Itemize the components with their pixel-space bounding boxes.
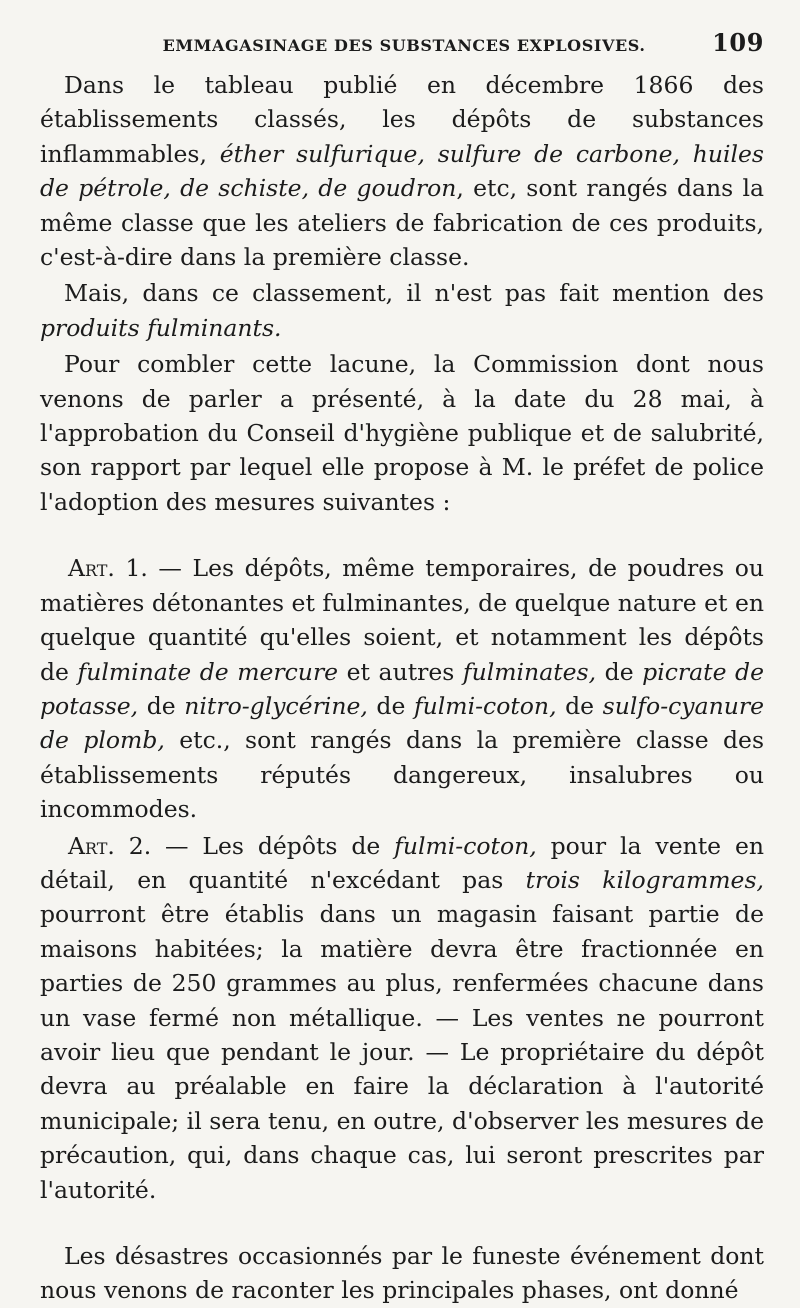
article-2-text-e: pourront être établis dans un magasin faisant partie de maisons habitées; la matière devra être fractionnée en parties de 250 grammes au plus, renfermées chacune dans un vase fermé non métallique. — Les ventes ne pourront avoir lieu que pendant le jour. — Le propriétaire du dépôt devra au préalable en faire la déclaration à l'autorité municipale; il sera tenu, en outre, d'observer les mesures de précaution, qui, dans chaque cas, lui seront prescrites par l'autorité. [40,900,764,1204]
running-head-title: EMMAGASINAGE DES SUBSTANCES EXPLOSIVES. [162,36,646,55]
paragraph-1 [40,68,764,274]
article-2 [40,829,764,1207]
article-1-text-c: et autres [338,657,463,686]
article-1-italic-j: fulmi-coton, [413,691,557,720]
page-body [40,68,764,1308]
article-2-text-c: pour la vente en détail, en quantité n'excédant pas [40,831,764,894]
paragraph-3-text: Pour combler cette lacune, la Commission dont nous venons de parler a présenté, à la date du 28 mai, à l'approbation du Conseil d'hygiène publique et de salubrité, son rapport par lequel elle propose à M. le préfet de police l'adoption des mesures suivantes : [40,350,764,516]
article-1-text-m: etc., sont rangés dans la première classe des établissements réputés dangereux, insalubres ou incommodes. [40,726,764,824]
article-1-text-i: de [367,691,414,720]
article-1-italic-d: fulminates, [462,657,597,686]
paragraph-2-text-a: Mais, dans ce classement, il n'est pas fait mention des [64,279,764,308]
paragraph-1-text-c: , etc, sont rangés dans la même classe que les ateliers de fabrication de ces produits, c'est-à-dire dans la première classe. [40,174,764,272]
article-1-text-e: de [596,657,643,686]
article-2-text-a: — Les dépôts de [151,831,395,860]
article-2-label: Art. 2. [68,831,152,860]
article-1-italic-h: nitro-glycérine, [184,691,368,720]
article-1-text-g: de [138,691,185,720]
paragraph-3 [40,347,764,519]
article-1-label: Art. 1. [68,554,148,583]
paragraph-2 [40,276,764,345]
article-1-italic-b: fulminate de mercure [77,657,339,686]
article-1 [40,551,764,826]
article-2-italic-d: trois kilogrammes, [525,865,764,894]
article-1-text-k: de [556,691,603,720]
paragraph-4 [40,1239,764,1308]
article-1-italic-l: sulfo-cyanure de plomb, [40,691,764,755]
book-page [40,28,764,1308]
paragraph-1-text-a: Dans le tableau publié en décembre 1866 des établissements classés, les dépôts de substances inflammables, [40,71,764,168]
running-head [40,28,764,68]
article-1-text-a: — Les dépôts, même temporaires, de poudres ou matières détonantes et fulminantes, de quelque nature et en quelque quantité qu'elles soient, et notamment les dépôts de [40,554,765,686]
article-2-italic-b: fulmi-coton, [394,831,537,860]
page-number: 109 [712,28,764,57]
paragraph-4-text: Les désastres occasionnés par le funeste événement dont nous venons de raconter les principales phases, ont donné [40,1242,764,1305]
article-1-italic-f: picrate de potasse, [40,657,764,720]
paragraph-2-italic: produits fulminants. [40,313,282,342]
paragraph-1-italic: éther sulfurique, sulfure de carbone, huiles de pétrole, de schiste, de goudron [40,139,764,203]
